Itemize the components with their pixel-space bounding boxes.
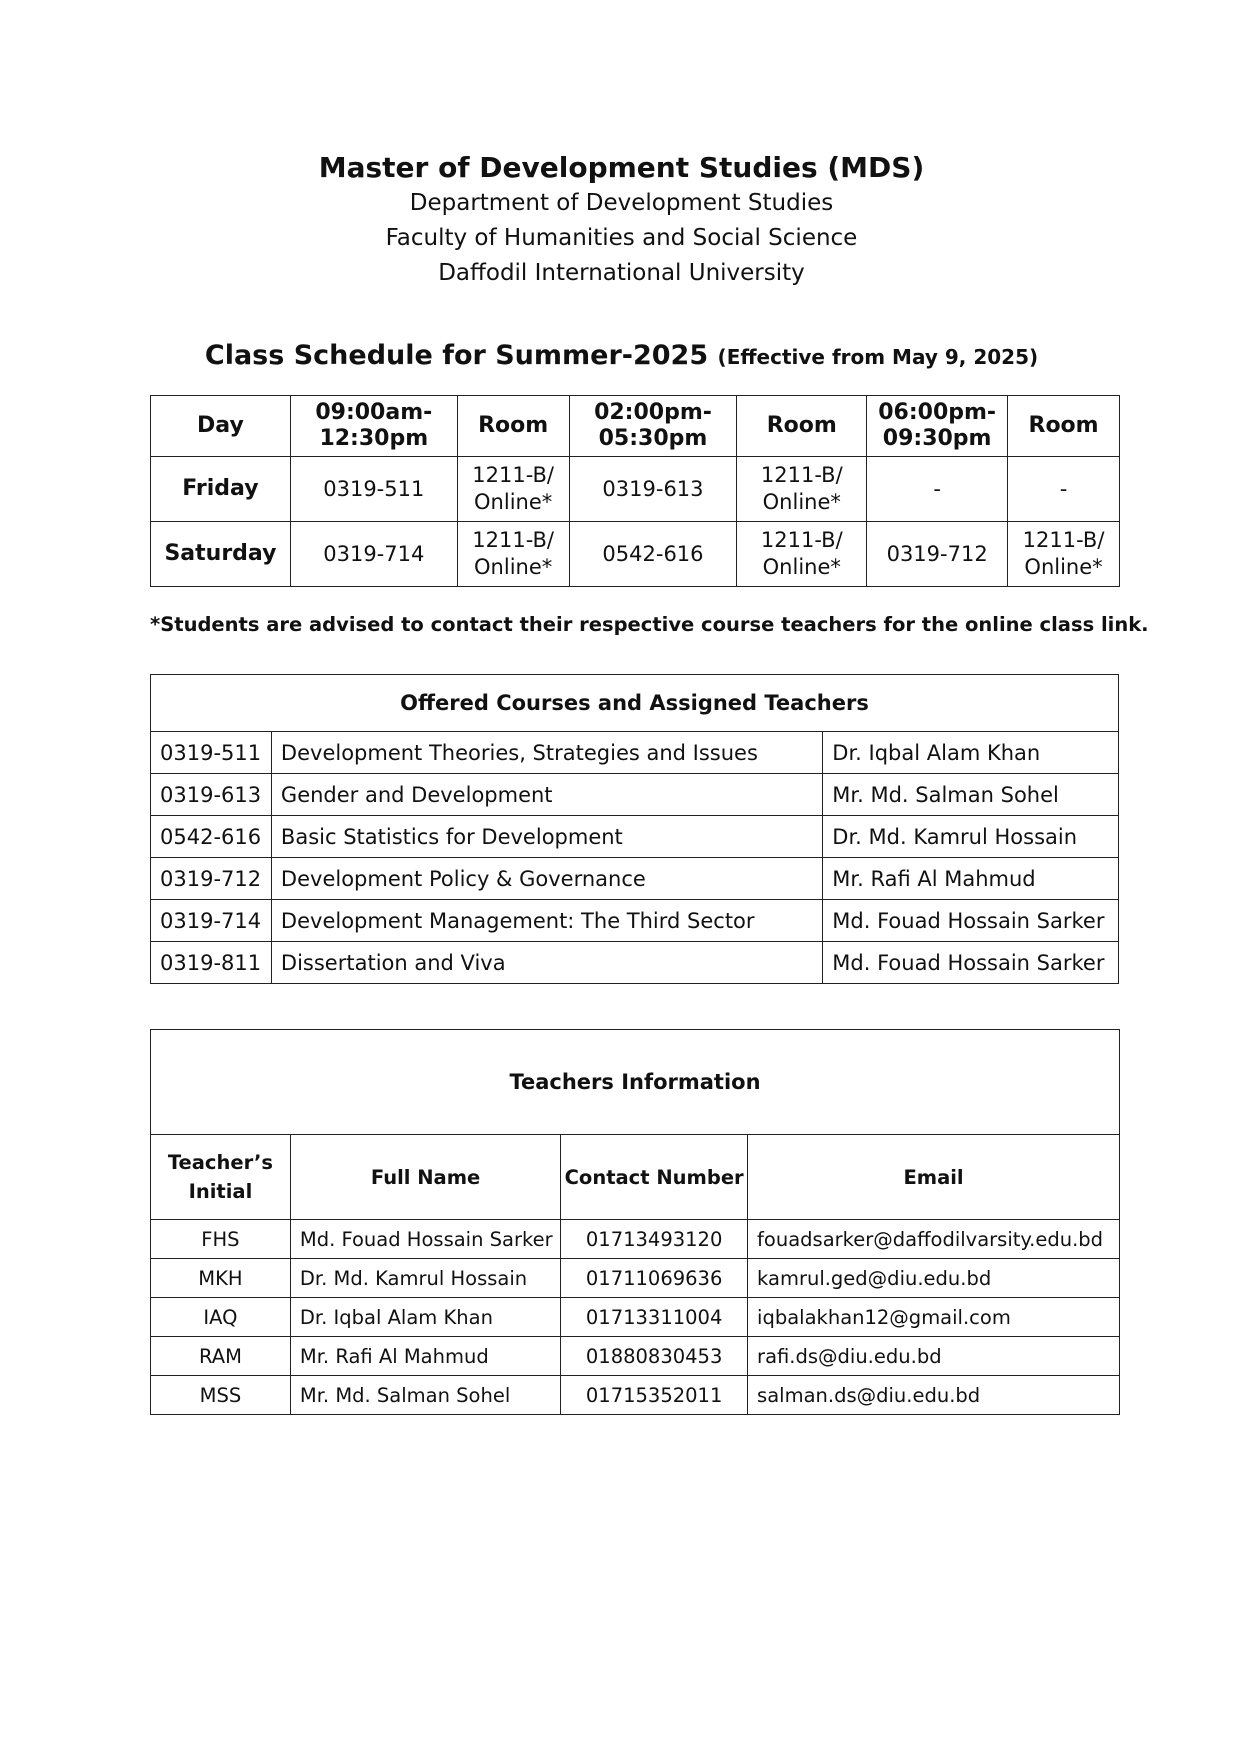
- course-teacher: Dr. Iqbal Alam Khan: [823, 732, 1119, 774]
- course-code: 0319-811: [151, 942, 272, 984]
- schedule-row: [151, 522, 1120, 587]
- room-cell: 1211-B/ Online*: [1008, 522, 1120, 587]
- teacher-full-name: Dr. Iqbal Alam Khan: [290, 1298, 560, 1337]
- time-slot-start: 02:00pm- 05:30pm: [594, 400, 712, 451]
- course-row: [151, 816, 1119, 858]
- course-row: [151, 900, 1119, 942]
- column-header: Teacher’s Initial: [151, 1135, 291, 1220]
- teacher-initial: MSS: [151, 1376, 291, 1415]
- course-code: 0319-511: [151, 732, 272, 774]
- column-header: [569, 396, 737, 457]
- course-code: 0319-714: [151, 900, 272, 942]
- schedule-title: Class Schedule for Summer-2025: [204, 340, 709, 371]
- room-cell: 1211-B/ Online*: [457, 457, 569, 522]
- teacher-row: [151, 1220, 1120, 1259]
- course-name: Dissertation and Viva: [271, 942, 822, 984]
- teachers-information-table: [150, 1029, 1120, 1415]
- teacher-initial: FHS: [151, 1220, 291, 1259]
- teacher-email: rafi.ds@diu.edu.bd: [748, 1337, 1120, 1376]
- teachers-header-row: [151, 1135, 1120, 1220]
- teacher-contact-number: 01715352011: [561, 1376, 748, 1415]
- teacher-full-name: Mr. Md. Salman Sohel: [290, 1376, 560, 1415]
- department-name: Department of Development Studies: [409, 190, 834, 216]
- course-teacher: Md. Fouad Hossain Sarker: [823, 900, 1119, 942]
- column-header: Room: [737, 396, 867, 457]
- room-cell: 1211-B/ Online*: [457, 522, 569, 587]
- teacher-email: kamrul.ged@diu.edu.bd: [748, 1259, 1120, 1298]
- column-header: [867, 396, 1008, 457]
- course-name: Basic Statistics for Development: [271, 816, 822, 858]
- teacher-email: salman.ds@diu.edu.bd: [748, 1376, 1120, 1415]
- course-name: Gender and Development: [271, 774, 822, 816]
- course-code-cell: 0319-511: [290, 457, 457, 522]
- teacher-initial: MKH: [151, 1259, 291, 1298]
- teacher-contact-number: 01711069636: [561, 1259, 748, 1298]
- offered-courses-table: [150, 674, 1119, 984]
- course-code-cell: 0319-613: [569, 457, 737, 522]
- course-code: 0319-613: [151, 774, 272, 816]
- column-header: Room: [457, 396, 569, 457]
- teachers-caption-row: [151, 1030, 1120, 1135]
- course-teacher: Dr. Md. Kamrul Hossain: [823, 816, 1119, 858]
- schedule-heading: [0, 340, 1243, 371]
- courses-table-title: Offered Courses and Assigned Teachers: [151, 675, 1119, 732]
- teacher-row: [151, 1337, 1120, 1376]
- column-header: Email: [748, 1135, 1120, 1220]
- teacher-email: iqbalakhan12@gmail.com: [748, 1298, 1120, 1337]
- column-header: Contact Number: [561, 1135, 748, 1220]
- course-code: 0319-712: [151, 858, 272, 900]
- course-row: [151, 732, 1119, 774]
- teacher-contact-number: 01713493120: [561, 1220, 748, 1259]
- teachers-table-title: Teachers Information: [151, 1030, 1120, 1135]
- courses-caption-row: [151, 675, 1119, 732]
- university-name: Daffodil International University: [438, 260, 805, 286]
- course-code-cell: 0319-712: [867, 522, 1008, 587]
- course-name: Development Theories, Strategies and Issues: [271, 732, 822, 774]
- course-code-cell: 0319-714: [290, 522, 457, 587]
- document-header: [0, 150, 1243, 291]
- course-teacher: Mr. Md. Salman Sohel: [823, 774, 1119, 816]
- column-header: Day: [151, 396, 291, 457]
- course-row: [151, 774, 1119, 816]
- online-class-note: *Students are advised to contact their respective course teachers for the online class link.: [150, 613, 1149, 636]
- column-header: Room: [1008, 396, 1120, 457]
- day-cell: Friday: [151, 457, 291, 522]
- schedule-header-row: [151, 396, 1120, 457]
- course-name: Development Management: The Third Sector: [271, 900, 822, 942]
- time-slot-start: 09:00am- 12:30pm: [315, 400, 433, 451]
- teacher-initial: IAQ: [151, 1298, 291, 1337]
- room-cell: -: [1008, 457, 1120, 522]
- time-slot-start: 06:00pm- 09:30pm: [878, 400, 997, 451]
- teacher-full-name: Dr. Md. Kamrul Hossain: [290, 1259, 560, 1298]
- schedule-row: [151, 457, 1120, 522]
- room-cell: 1211-B/ Online*: [737, 522, 867, 587]
- teacher-row: [151, 1376, 1120, 1415]
- teacher-row: [151, 1298, 1120, 1337]
- schedule-effective-date: (Effective from May 9, 2025): [717, 345, 1039, 369]
- room-cell: 1211-B/ Online*: [737, 457, 867, 522]
- teacher-full-name: Md. Fouad Hossain Sarker: [290, 1220, 560, 1259]
- column-header: Full Name: [290, 1135, 560, 1220]
- teacher-row: [151, 1259, 1120, 1298]
- column-header: [290, 396, 457, 457]
- teacher-contact-number: 01713311004: [561, 1298, 748, 1337]
- class-schedule-table: [150, 395, 1120, 587]
- teacher-full-name: Mr. Rafi Al Mahmud: [290, 1337, 560, 1376]
- course-code-cell: -: [867, 457, 1008, 522]
- course-row: [151, 858, 1119, 900]
- teacher-initial: RAM: [151, 1337, 291, 1376]
- course-code-cell: 0542-616: [569, 522, 737, 587]
- course-row: [151, 942, 1119, 984]
- course-teacher: Md. Fouad Hossain Sarker: [823, 942, 1119, 984]
- program-title: Master of Development Studies (MDS): [318, 151, 925, 184]
- day-cell: Saturday: [151, 522, 291, 587]
- faculty-name: Faculty of Humanities and Social Science: [385, 225, 858, 251]
- course-code: 0542-616: [151, 816, 272, 858]
- course-teacher: Mr. Rafi Al Mahmud: [823, 858, 1119, 900]
- teacher-email: fouadsarker@daffodilvarsity.edu.bd: [748, 1220, 1120, 1259]
- course-name: Development Policy & Governance: [271, 858, 822, 900]
- teacher-contact-number: 01880830453: [561, 1337, 748, 1376]
